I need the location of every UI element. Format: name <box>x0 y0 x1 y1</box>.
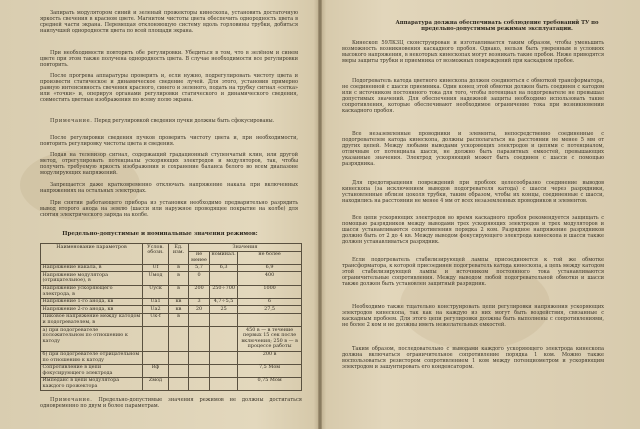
table-cell-param: Напряжение 1-го анода, кв <box>41 298 143 306</box>
table-cell-param: б) при подогревателе отрицательном по отношению к катоду <box>41 351 143 364</box>
note-label: Примечание. <box>50 118 93 124</box>
table-cell-sym: Rф <box>143 364 169 377</box>
left-paragraph-7: При снятии работающего прибора из установки необходимо предварительно разрядить вывод второго анода на землю (шасси или наружное проводящее покрытие на колбе) для снятия электрического заряда на колбе. <box>40 200 298 219</box>
right-page-heading: Аппаратура должна обеспечивать соблюдение требований ТУ по предельно-допустимым режимам эксплуатации. <box>395 20 599 33</box>
table-cell-nom <box>210 351 238 364</box>
table-cell-max: 400 <box>238 272 302 285</box>
table-cell-param: Напряжение накала, в <box>41 264 143 272</box>
table-cell-min <box>189 327 210 351</box>
footnote-text: Предельно-допустимые значения режимов не должны достигаться одновременно по двум и более параметрам. <box>40 397 303 409</box>
table-cell-unit <box>169 351 189 364</box>
table-cell-nom: 250÷700 <box>210 285 238 298</box>
left-paragraph-2: При необходимости повторить обе регулировки. Убедиться в том, что в зелёном и синем цвете при этом также получена однородность цвета. В случае необходимости все регулировки повторить. <box>40 50 298 69</box>
table-cell-unit: кв <box>169 306 189 314</box>
table-cell-max <box>238 313 302 326</box>
table-cell-min: 0 <box>189 272 210 285</box>
table-cell-max: 27,5 <box>238 306 302 314</box>
table-row <box>41 285 302 298</box>
left-paragraph-3: После прогрева аппаратуры проверить и, если нужно, подрегулировать чистоту цвета и произвести статическое и динамическое сведение лучей. Для этого, установив примерно равную интенсивность свечения красного, синего и зеленого, подать на трубку сигнал «сетка» или «точки» и, оперируя органами регулировки статического и динамического сведения, совместить цветные изображения по всему полю экрана. <box>40 73 298 104</box>
right-paragraph-6: Если подогреватель стабилизирующей лампы присоединяется к той же обмотке трансформатора, к которой присоединен подогреватель катода кинескопа, а цепь между катодом этой стабилизирующей лампы и источником постоянного тока устанавливаются ограничительные сопротивления. Между выводом любой подогревательной обмотки и шасси также должен быть установлен защитный разрядник. <box>342 257 604 288</box>
table-cell-min: 200 <box>189 285 210 298</box>
table-cell-nom <box>210 313 238 326</box>
table-cell-sym: Ua1 <box>143 298 169 306</box>
table-row <box>41 272 302 285</box>
table-cell-max: 200 в <box>238 351 302 364</box>
table-row <box>41 306 302 314</box>
table-row <box>41 298 302 306</box>
right-paragraph-5: Все цепи ускоряющих электродов во время каскадного пробоя рекомендуется защищать с помощью разрядников между выводами трех ускоряющих электродов и трех модуляторов и шасси устанавливаются сопротивления порядка 2 ком. Разрядное напряжение разрядников должно быть от 2 до 4 кв. Между выводом фокусирующего электрода кинескопа и шасси также должен устанавливаться разрядник. <box>342 215 604 246</box>
table-cell-unit: в <box>169 285 189 298</box>
table-cell-max: 1000 <box>238 285 302 298</box>
table-cell-unit: в <box>169 272 189 285</box>
table-row <box>41 327 302 351</box>
header-values: Значения <box>189 244 302 252</box>
right-paragraph-7: Необходимо также тщательно конструировать цепи регулировки напряжения ускоряющих электродов кинескопа, так как на каждую из них могут быть воздействия, связанные с каскадным пробоем. Для этого цепи регулировки должны быть выполнены с сопротивлениями, не более 2 ком и не должны иметь нежелательных емкостей. <box>342 304 604 329</box>
header-nominal: номинал. <box>210 251 238 264</box>
table-cell-nom <box>210 377 238 390</box>
header-min: не менее <box>189 251 210 264</box>
header-max: не более <box>238 251 302 264</box>
table-cell-min: 20 <box>189 306 210 314</box>
left-paragraph-6: Запрещается даже кратковременно отключать напряжение накала при включенных напряжениях на остальных электродах. <box>40 182 298 195</box>
table-row <box>41 364 302 377</box>
footnote-label: Примечание. <box>50 397 93 403</box>
table-cell-unit: в <box>169 313 189 326</box>
table-cell-nom: 25 <box>210 306 238 314</box>
left-page <box>0 0 318 429</box>
table-cell-sym: Ua2 <box>143 306 169 314</box>
table-cell-min <box>189 377 210 390</box>
table-cell-nom <box>210 327 238 351</box>
table-cell-param: Напряжение 2-го анода, кв <box>41 306 143 314</box>
right-paragraph-1: Кинескоп 59ЛК3Ц сконструирован и изготавливается таким образом, чтобы уменьшить возможность возникновения каскадного пробоя. Однако, нельзя быть уверенным в условиях высокого напряжения, в некоторых кинескопах могут возникать такие пробои. Ниже приводятся меры защиты трубки и приемника от возможных повреждений при каскадном пробое. <box>342 40 604 65</box>
header-symbol: Услов. обозн. <box>143 244 169 265</box>
table-cell-unit <box>169 364 189 377</box>
table-cell-unit: кв <box>169 298 189 306</box>
table-cell-param: а) при подогревателе положительном по отношению к катоду <box>41 327 143 351</box>
table-cell-sym: Uк-f <box>143 313 169 326</box>
left-paragraph-4: После регулировки сведения пучков проверить чистоту цвета и, при необходимости, повторить регулировку чистоты цвета и сведения. <box>40 135 298 148</box>
table-cell-unit <box>169 377 189 390</box>
table-cell-sym <box>143 351 169 364</box>
right-paragraph-4: Для предотвращения повреждений при пробоях целесообразно соединение выводов кинескопа (за исключением выводов подогревателя катода) с шасси через разрядники, установленные вблизи цоколя трубки, таким образом, чтобы их концы, соединенные с шасси, находились на расстоянии не менее 4 мм от всех незаземленных проводников и элементов. <box>342 180 604 205</box>
table-cell-max: 6 <box>238 298 302 306</box>
table-cell-nom: 6,3 <box>210 264 238 272</box>
table-cell-param: Напряжение модулятора (отрицательное), в <box>41 272 143 285</box>
header-parameter: Наименование параметров <box>41 244 143 265</box>
table-row <box>41 351 302 364</box>
table-row <box>41 264 302 272</box>
table-cell-sym: Uуск <box>143 285 169 298</box>
table-footnote <box>40 397 302 409</box>
right-paragraph-8: Таким образом, последовательно с выводами каждого ускоряющего электрода кинескопа должна включаться ограничительное сопротивление порядка 1 ком. Можно также воспользоваться резистором сопротивлением 1 ком между потенциометром и ускоряющим электродом и зашунтировать его конденсатором. <box>342 346 604 371</box>
table-cell-min <box>189 364 210 377</box>
table-row <box>41 377 302 390</box>
table-cell-nom <box>210 364 238 377</box>
left-paragraph-1: Запирать модулятором синий и зеленый прожекторы кинескопа, установить достаточную яркость свечения в красном цвете. Магнитом чистоты цвета обеспечить однородность цвета в средней части экрана. Перемещая отклоняющую систему вдоль горловины трубки, добиться наилучшей однородности цвета по всей площади экрана. <box>40 10 298 35</box>
parameters-table <box>40 243 302 391</box>
table-cell-min <box>189 351 210 364</box>
table-row <box>41 313 302 326</box>
table-cell-max: 0,75 Мом <box>238 377 302 390</box>
header-unit: Ед. изм. <box>169 244 189 265</box>
note-text: Перед регулировкой сведения пучки должны быть сфокусированы. <box>94 118 275 124</box>
table-cell-param: Напряжение ускоряющего электрода, в <box>41 285 143 298</box>
right-page <box>322 0 640 429</box>
table-cell-param: Импеданс в цепи модулятора каждого прожектора <box>41 377 143 390</box>
table-cell-max: 7,5 Мом <box>238 364 302 377</box>
table-cell-param: Пиковое напряжение между катодом и подогревателем, в <box>41 313 143 326</box>
right-paragraph-2: Подогреватель катода цветного кинескопа должен соединяться с обмоткой трансформатора, не соединенной с шасси приемника. Один конец этой обмотки должен быть соединен с катодом или с источником постоянного тока для того, чтобы потенциал на подогревателе не превышал допустимых значений. Для обеспечения надежной защиты необходимо использовать такие сопротивления, которые обеспечивают необходимое ограничение тока при возникновении каскадного пробоя. <box>342 78 604 115</box>
table-cell-max: 6,9 <box>238 264 302 272</box>
table-cell-param: Сопротивление в цепи фокусирующего электрода <box>41 364 143 377</box>
table-cell-max: 450 в — в течение первых 15 сек после включения; 250 в — в процессе работы <box>238 327 302 351</box>
table-cell-unit: в <box>169 264 189 272</box>
left-note-1 <box>40 118 298 124</box>
table-cell-min <box>189 313 210 326</box>
table-cell-min: 3 <box>189 298 210 306</box>
table-cell-sym: Uмод <box>143 272 169 285</box>
table-cell-nom <box>210 272 238 285</box>
table-cell-sym: Uf <box>143 264 169 272</box>
table-cell-sym <box>143 327 169 351</box>
table-cell-unit <box>169 327 189 351</box>
table-cell-min: 5,7 <box>189 264 210 272</box>
right-paragraph-3: Все незаземленные проводники и элементы, непосредственно соединенные с подогревателем катода кинескопа, должны располагаться на расстоянии не менее 5 мм от других цепей. Между любыми выводами ускоряющих электродов и цепями с потенциалом, отличным от потенциала шасси, не должно быть паразитных емкостей, превышающих указанные значения. Электрод ускоряющий может быть соединен с шасси с помощью разрядника. <box>342 131 604 168</box>
table-cell-sym: Zмод <box>143 377 169 390</box>
table-cell-nom: 4,7÷5,5 <box>210 298 238 306</box>
left-paragraph-5: Подав на телевизор сигнал, содержащий градационный ступенчатый клин, или другой метод, отрегулировать потенциалы ускоряющих электродов и модуляторов, так, чтобы получить требуемую яркость изображения и сохранение баланса белого во всем диапазоне модулирующих напряжений. <box>40 152 298 177</box>
table-title: Предельно-допустимые и номинальные значения режимов: <box>62 231 258 237</box>
